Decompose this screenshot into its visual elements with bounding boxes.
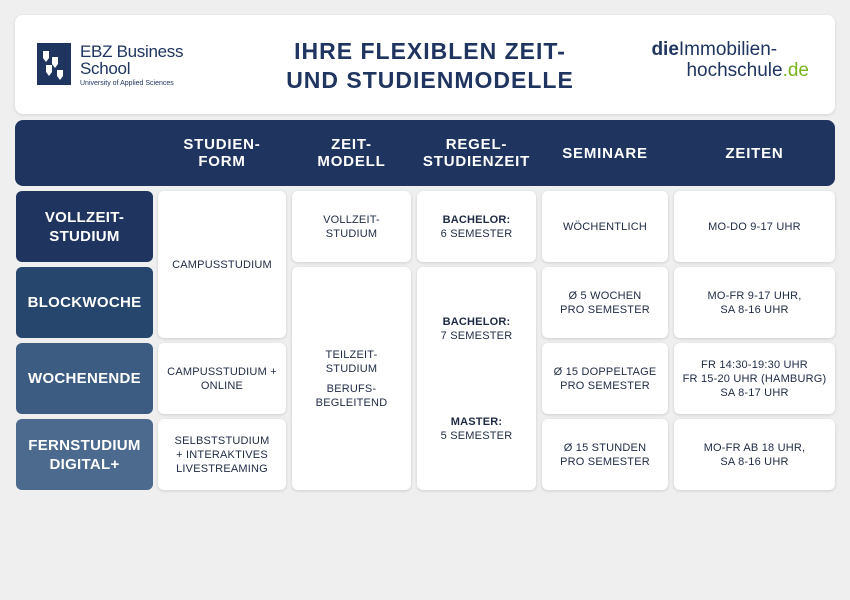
column-header-regelstudienzeit-line2: STUDIENZEIT — [422, 153, 531, 170]
iz-logo-hochschule: hochschule — [686, 60, 783, 81]
cell-zeiten-fernstudium — [674, 419, 835, 490]
cell-zeiten-blockwoche-line1: MO-FR 9-17 UHR, — [707, 289, 802, 302]
cell-seminare-wochenende-line2: PRO SEMESTER — [560, 379, 650, 392]
cell-seminare-vollzeit — [542, 191, 668, 262]
row-label-wochenende-line1: WOCHENENDE — [27, 370, 141, 387]
cell-regelstudienzeit-master5-label: MASTER: — [450, 415, 503, 428]
cell-studienform-selbststudium — [158, 419, 286, 490]
cell-zeitmodell-vollzeit-line2: STUDIUM — [325, 227, 378, 240]
cell-seminare-wochenende-line1: Ø 15 DOPPELTAGE — [553, 365, 657, 378]
cell-seminare-blockwoche-line2: PRO SEMESTER — [560, 303, 650, 316]
row-label-fernstudium — [16, 419, 153, 490]
column-header-seminare — [542, 120, 668, 186]
cell-zeiten-wochenende-line1: FR 14:30-19:30 UHR — [701, 358, 808, 371]
cell-studienform-campus-text: CAMPUSSTUDIUM — [172, 258, 272, 271]
ebz-logo-tagline: University of Applied Sciences — [80, 80, 174, 87]
cell-zeiten-fernstudium-line1: MO-FR AB 18 UHR, — [703, 441, 806, 454]
cell-zeitmodell-vollzeit-line1: VOLLZEIT- — [323, 213, 380, 226]
cell-zeiten-vollzeit-line1: MO-DO 9-17 UHR — [708, 220, 801, 233]
immobilienhochschule-logo[interactable] — [651, 39, 809, 81]
cell-studienform-selbststudium-line3: LIVESTREAMING — [176, 462, 268, 475]
cell-zeiten-vollzeit — [674, 191, 835, 262]
cell-regelstudienzeit-bachelor6 — [417, 191, 536, 262]
cell-zeiten-blockwoche-line2: SA 8-16 UHR — [720, 303, 789, 316]
column-header-seminare-line1: SEMINARE — [562, 144, 648, 162]
cell-seminare-vollzeit-line1: WÖCHENTLICH — [562, 220, 648, 233]
cell-regelstudienzeit-bachelor6-label: BACHELOR: — [442, 213, 511, 226]
cell-studienform-campus-online-line2: ONLINE — [200, 379, 244, 392]
iz-logo-tld: .de — [782, 60, 809, 81]
row-label-fernstudium-line1: FERNSTUDIUM — [28, 436, 141, 454]
cell-regelstudienzeit-master5-value: 5 SEMESTER — [440, 429, 513, 442]
row-label-vollzeitstudium-line2: STUDIUM — [49, 227, 120, 245]
cell-seminare-fernstudium — [542, 419, 668, 490]
header-card — [15, 15, 835, 114]
cell-studienform-campus-online — [158, 343, 286, 414]
column-header-studienform — [165, 120, 279, 186]
ebz-logo[interactable] — [37, 43, 183, 89]
column-header-regelstudienzeit-line1: REGEL- — [445, 136, 508, 153]
cell-studienform-campus-online-line1: CAMPUSSTUDIUM + — [167, 365, 277, 378]
ebz-logo-mark-icon — [37, 43, 71, 85]
cell-zeiten-wochenende-line2: FR 15-20 UHR (HAMBURG) — [682, 372, 827, 385]
row-label-vollzeitstudium — [16, 191, 153, 262]
cell-studienform-selbststudium-line1: SELBSTSTUDIUM — [174, 434, 270, 447]
cell-zeitmodell-vollzeit — [292, 191, 411, 262]
column-header-zeitmodell — [290, 120, 413, 186]
column-header-bar — [15, 120, 835, 186]
iz-logo-die: die — [651, 39, 679, 60]
cell-zeiten-wochenende — [674, 343, 835, 414]
page-title-line2: UND STUDIENMODELLE — [286, 67, 574, 93]
cell-seminare-fernstudium-line2: PRO SEMESTER — [560, 455, 650, 468]
row-label-blockwoche — [16, 267, 153, 338]
column-header-zeitmodell-line2: MODELL — [317, 153, 386, 170]
cell-regelstudienzeit-bachelor7-label: BACHELOR: — [442, 315, 511, 328]
cell-seminare-blockwoche-line1: Ø 5 WOCHEN — [568, 289, 642, 302]
cell-zeitmodell-teilzeit-line2: STUDIUM — [325, 362, 378, 375]
column-header-studienform-line1: STUDIEN- — [183, 136, 261, 153]
cell-seminare-wochenende — [542, 343, 668, 414]
cell-studienform-selbststudium-line2: + INTERAKTIVES — [176, 448, 268, 461]
cell-seminare-fernstudium-line1: Ø 15 STUNDEN — [563, 441, 647, 454]
row-label-vollzeitstudium-line1: VOLLZEIT- — [44, 208, 125, 226]
cell-regelstudienzeit-teilzeit — [417, 267, 536, 490]
page-title-line1: IHRE FLEXIBLEN ZEIT- — [294, 38, 566, 64]
cell-zeiten-wochenende-line3: SA 8-17 UHR — [720, 386, 789, 399]
cell-zeiten-fernstudium-line2: SA 8-16 UHR — [720, 455, 789, 468]
column-header-regelstudienzeit — [416, 120, 537, 186]
cell-regelstudienzeit-bachelor6-value: 6 SEMESTER — [440, 227, 513, 240]
cell-zeitmodell-teilzeit-line1: TEILZEIT- — [325, 348, 378, 361]
cell-zeitmodell-berufs-line2: BEGLEITEND — [315, 396, 388, 409]
cell-regelstudienzeit-bachelor7-value: 7 SEMESTER — [440, 329, 513, 342]
column-header-zeiten — [674, 120, 835, 186]
cell-zeiten-blockwoche — [674, 267, 835, 338]
cell-studienform-campus — [158, 191, 286, 338]
column-header-studienform-line2: FORM — [198, 153, 246, 170]
row-label-wochenende — [16, 343, 153, 414]
ebz-logo-line2: School — [80, 59, 131, 78]
row-label-blockwoche-line1: BLOCKWOCHE — [27, 294, 142, 311]
cell-zeitmodell-berufs-line1: BERUFS- — [326, 382, 377, 395]
ebz-logo-line1: EBZ Business — [80, 42, 184, 61]
row-label-fernstudium-line2: DIGITAL+ — [49, 455, 120, 473]
iz-logo-immobilien: Immobilien- — [678, 39, 778, 60]
column-header-zeiten-line1: ZEITEN — [725, 144, 784, 162]
cell-seminare-blockwoche — [542, 267, 668, 338]
column-header-zeitmodell-line1: ZEIT- — [331, 136, 372, 153]
page-title — [255, 37, 605, 95]
cell-zeitmodell-teilzeit — [292, 267, 411, 490]
